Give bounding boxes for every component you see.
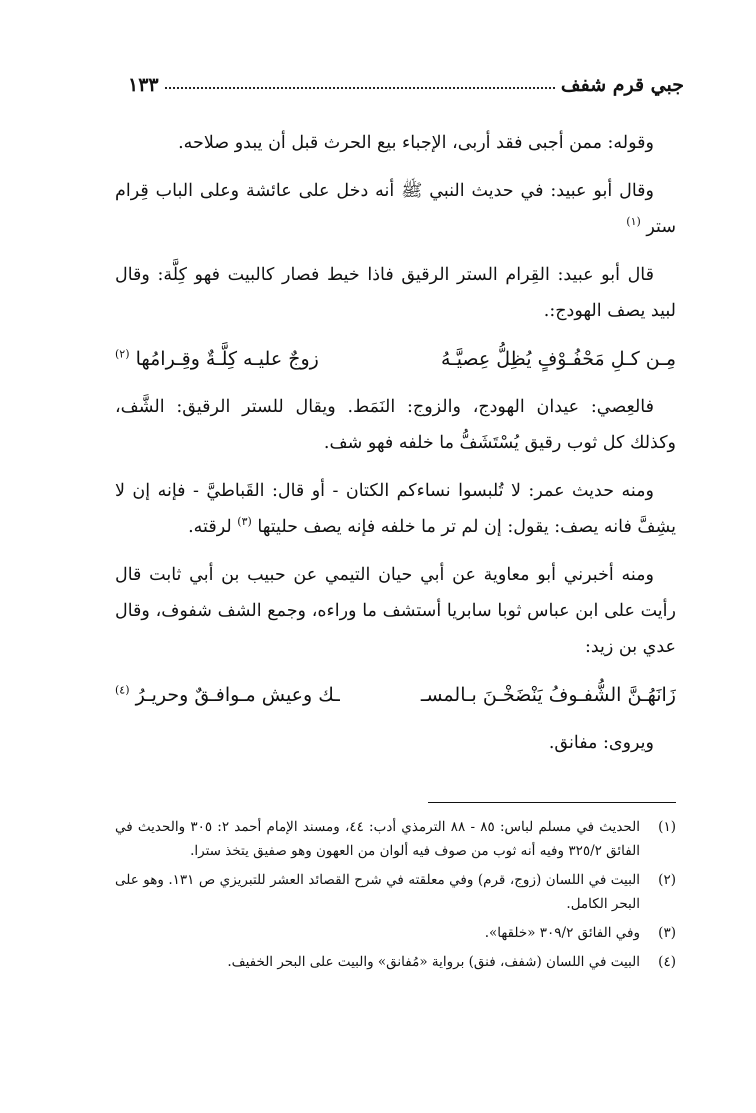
verse-1-first-hemistich: مِـن كـلِ مَحْفُـوْفٍ يُظِلُّ عِصيَّـهُ (440, 348, 676, 370)
footnote-ref-1: (١) (626, 215, 641, 229)
footnote-2 (115, 868, 676, 916)
footnote-ref-2: (٢) (115, 347, 130, 361)
paragraph-2 (115, 173, 676, 245)
paragraph-4-text: فالعِصي: عيدان الهودج، والزوج: النَمَط. ويقال للستر الرقيق: الشَّف، وكذلك كل ثوب رقيق يُسْتَشَفُّ ما خلفه فهو شف. (115, 397, 676, 453)
verse-2-first-hemistich: زَانَهُـنَّ الشُّفـوفُ يَنْضَخْـنَ بـالمسـ (420, 684, 676, 706)
paragraph-5-tail: لرقته. (188, 517, 232, 537)
footnote-4 (115, 950, 676, 974)
verse-2-second-text: ـك وعيش مـوافـقٌ وحريـرُ (135, 684, 340, 706)
footnote-2-number: (٢) (658, 872, 676, 888)
running-header (128, 62, 684, 96)
footnote-4-number: (٤) (658, 954, 676, 970)
footnote-ref-3: (٣) (237, 515, 252, 529)
footnote-2-text: البيت في اللسان (زوج، قرم) وفي معلقته في شرح القصائد العشر للتبريزي ص ١٣١. وهو على البحر الكامل. (115, 872, 641, 912)
footnote-3-number: (٣) (658, 925, 676, 941)
paragraph-5 (115, 473, 676, 545)
verse-1-second-text: زوجٌ عليـه كِلَّـةٌ وقِـرامُها (135, 348, 319, 370)
footnote-3 (115, 921, 676, 945)
page-number: ١٣٣ (128, 74, 159, 96)
footnotes (115, 815, 676, 979)
footnote-3-text: وفي الفائق ٣٠٩/٢ «خلقها». (484, 925, 640, 941)
footnote-4-text: البيت في اللسان (شفف، فنق) برواية «مُفانق» والبيت على البحر الخفيف. (227, 954, 640, 970)
paragraph-5-text: ومنه حديث عمر: لا تُلبسوا نساءكم الكتان - أو قال: القَباطيَّ - فإنه إن لا يشِفَّ فانه يصف: يقول: إن لم تر ما خلفه فإنه يصف حليتها (115, 481, 676, 537)
verse-2 (115, 677, 676, 713)
paragraph-3-text: قال أبو عبيد: القِرام الستر الرقيق فاذا خيط فصار كالبيت فهو كِلَّة: وقال لبيد يصف الهودج:. (115, 265, 676, 321)
footnote-1-number: (١) (658, 819, 676, 835)
verse-1-second-hemistich (115, 341, 319, 377)
verse-1 (115, 341, 676, 377)
paragraph-6 (115, 557, 676, 665)
paragraph-7-text: ويروى: مفانق. (548, 733, 654, 753)
paragraph-3 (115, 257, 676, 329)
paragraph-6-text: ومنه أخبرني أبو معاوية عن أبي حيان التيمي عن حبيب بن أبي ثابت قال رأيت على ابن عباس ثوبا سابريا أستشف ما وراءه، وجمع الشف شفوف، وقال عدي بن زيد: (115, 565, 676, 657)
paragraph-1 (115, 125, 676, 161)
footnote-divider (428, 802, 676, 803)
verse-2-second-hemistich (115, 677, 340, 713)
footnote-1-text: الحديث في مسلم لباس: ٨٥ - ٨٨ الترمذي أدب: ٤٤، ومسند الإمام أحمد ٢: ٣٠٥ والحديث في الفائق ٣٢٥/٢ وفيه أنه ثوب من صوف فيه ألوان من العهون وهو صفيق يتخذ سترا. (115, 819, 640, 859)
paragraph-1-text: وقوله: ممن أجبى فقد أربى، الإجباء بيع الحرث قبل أن يبدو صلاحه. (178, 133, 654, 153)
main-text (115, 125, 676, 773)
footnote-ref-4: (٤) (115, 683, 130, 697)
paragraph-4 (115, 389, 676, 461)
paragraph-2-text: وقال أبو عبيد: في حديث النبي ﷺ أنه دخل على عائشة وعلى الباب قِرام ستر (115, 181, 676, 237)
footnote-1 (115, 815, 676, 863)
header-dotted-leader (165, 86, 555, 89)
paragraph-7 (115, 725, 676, 761)
header-title: جبي قرم شفف (560, 74, 684, 96)
